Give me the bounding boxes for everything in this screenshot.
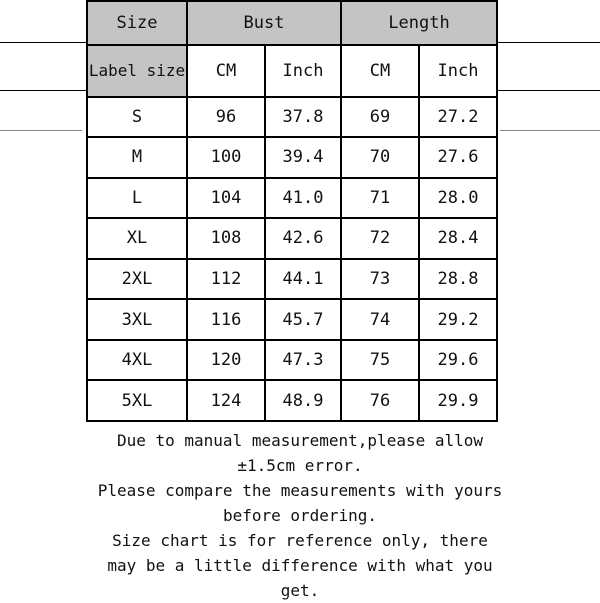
table-row (87, 259, 497, 300)
right-divider-middle (496, 90, 600, 91)
note-line: Please compare the measurements with yours (97, 481, 503, 500)
bust-inch-cell: 44.1 (265, 259, 341, 300)
measurement-notes (0, 428, 600, 603)
left-divider-middle (0, 90, 86, 91)
bust-inch-header: Inch (265, 45, 341, 97)
bust-cm-cell: 96 (187, 97, 265, 138)
size-chart-table (86, 0, 498, 422)
length-header: Length (341, 1, 497, 45)
bust-inch-cell: 39.4 (265, 137, 341, 178)
right-divider-top (496, 42, 600, 43)
bust-cm-cell: 120 (187, 340, 265, 381)
size-cell: 2XL (87, 259, 187, 300)
length-cm-cell: 74 (341, 299, 419, 340)
bust-inch-cell: 42.6 (265, 218, 341, 259)
bust-cm-cell: 112 (187, 259, 265, 300)
label-size-header: Label size (87, 45, 187, 97)
table-row (87, 380, 497, 421)
bust-cm-cell: 124 (187, 380, 265, 421)
bust-inch-cell: 45.7 (265, 299, 341, 340)
bust-inch-cell: 48.9 (265, 380, 341, 421)
length-inch-cell: 29.2 (419, 299, 497, 340)
length-inch-header: Inch (419, 45, 497, 97)
length-inch-cell: 27.6 (419, 137, 497, 178)
length-cm-cell: 73 (341, 259, 419, 300)
size-cell: 4XL (87, 340, 187, 381)
size-cell: S (87, 97, 187, 138)
left-divider-bottom (0, 130, 82, 131)
bust-cm-cell: 104 (187, 178, 265, 219)
length-cm-cell: 72 (341, 218, 419, 259)
length-cm-cell: 71 (341, 178, 419, 219)
subheader-row (87, 45, 497, 97)
bust-cm-cell: 100 (187, 137, 265, 178)
length-cm-cell: 76 (341, 380, 419, 421)
bust-cm-cell: 108 (187, 218, 265, 259)
note-line: ±1.5cm error. (237, 456, 363, 475)
size-cell: M (87, 137, 187, 178)
size-header: Size (87, 1, 187, 45)
length-inch-cell: 28.8 (419, 259, 497, 300)
size-cell: XL (87, 218, 187, 259)
size-cell: L (87, 178, 187, 219)
table-row (87, 218, 497, 259)
left-divider-top (0, 42, 86, 43)
bust-header: Bust (187, 1, 341, 45)
table-row (87, 97, 497, 138)
length-cm-cell: 75 (341, 340, 419, 381)
length-cm-cell: 69 (341, 97, 419, 138)
note-line: before ordering. (222, 506, 378, 525)
bust-cm-header: CM (187, 45, 265, 97)
table-row (87, 137, 497, 178)
bust-inch-cell: 41.0 (265, 178, 341, 219)
bust-inch-cell: 47.3 (265, 340, 341, 381)
table-row (87, 340, 497, 381)
note-line: may be a little difference with what you (107, 556, 493, 575)
length-cm-cell: 70 (341, 137, 419, 178)
size-cell: 3XL (87, 299, 187, 340)
note-line: get. (280, 581, 320, 600)
length-inch-cell: 28.0 (419, 178, 497, 219)
right-divider-bottom (500, 130, 600, 131)
length-inch-cell: 28.4 (419, 218, 497, 259)
length-inch-cell: 29.6 (419, 340, 497, 381)
note-line: Due to manual measurement,please allow (116, 431, 484, 450)
length-inch-cell: 29.9 (419, 380, 497, 421)
note-line: Size chart is for reference only, there (112, 531, 488, 550)
header-row (87, 1, 497, 45)
size-cell: 5XL (87, 380, 187, 421)
bust-cm-cell: 116 (187, 299, 265, 340)
length-inch-cell: 27.2 (419, 97, 497, 138)
bust-inch-cell: 37.8 (265, 97, 341, 138)
table-row (87, 299, 497, 340)
table-row (87, 178, 497, 219)
length-cm-header: CM (341, 45, 419, 97)
